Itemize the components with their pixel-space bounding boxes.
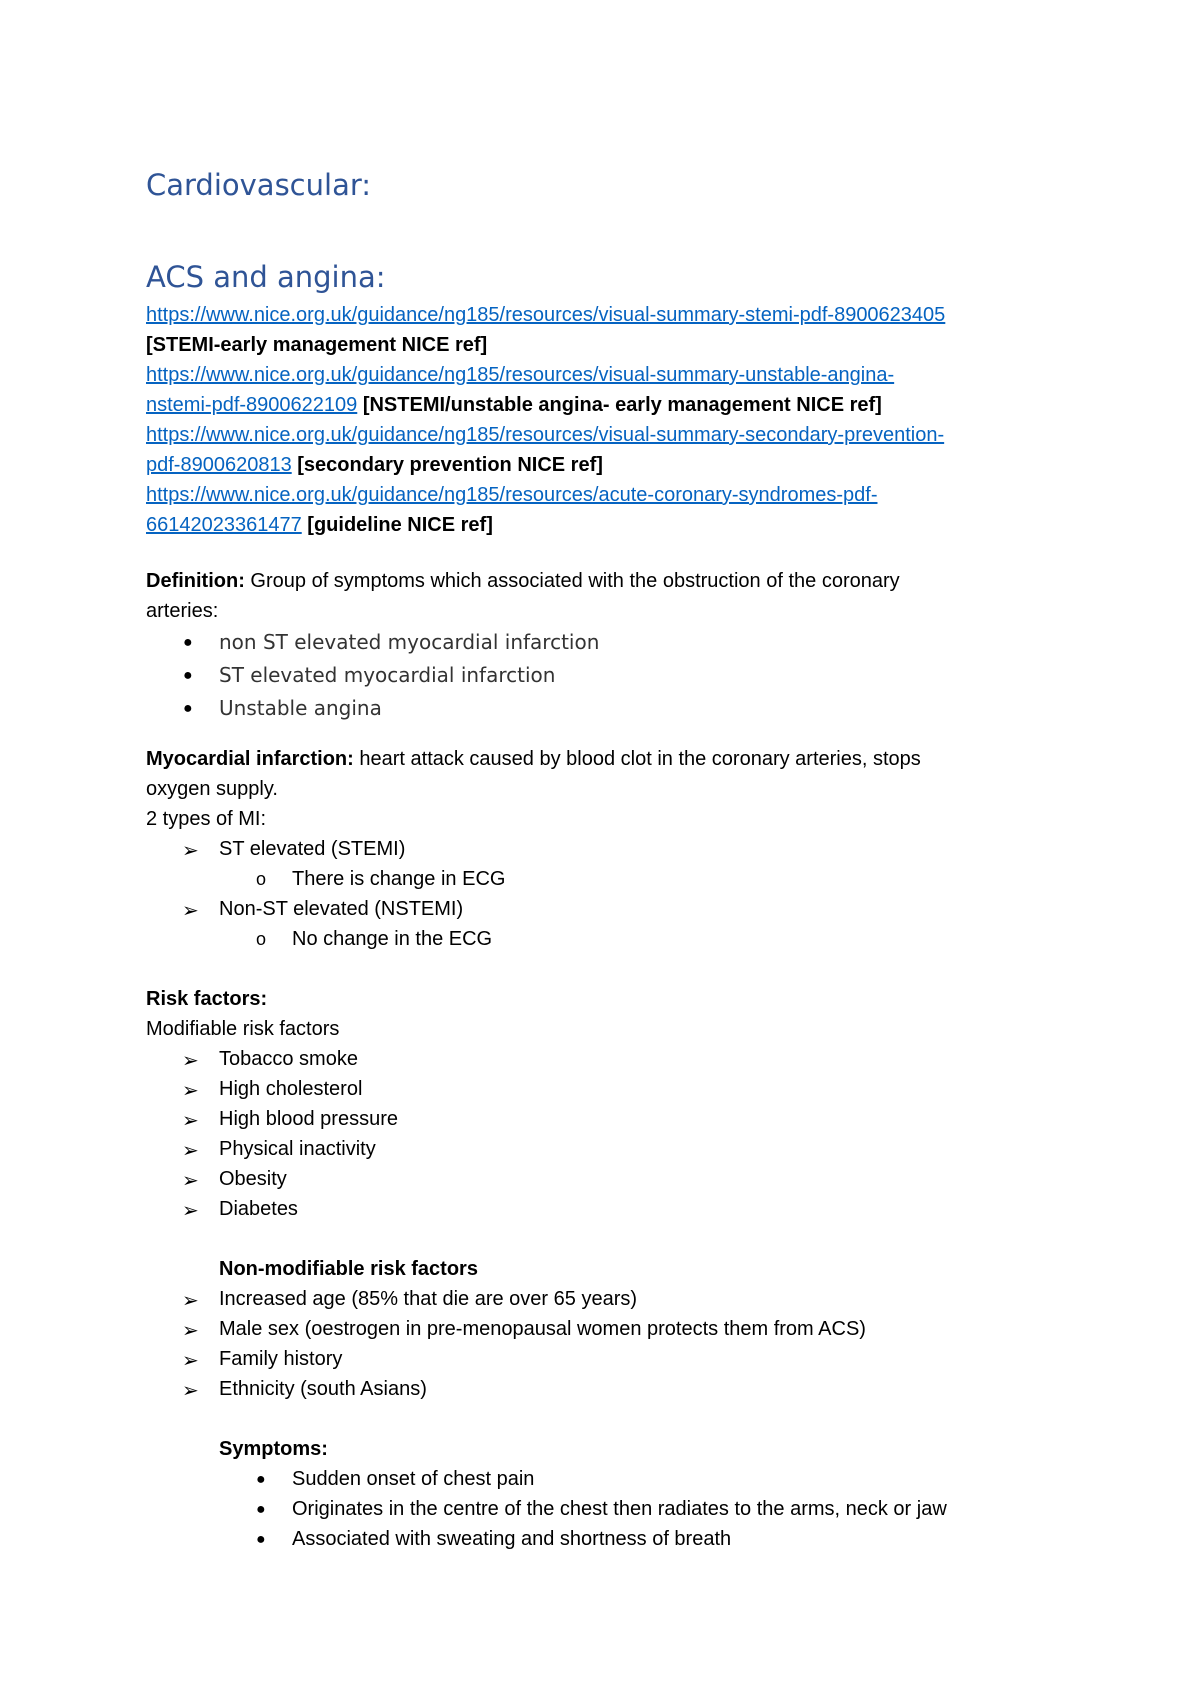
arrow-bullet-icon: ➢: [182, 1170, 199, 1192]
risk-title-text: Risk factors:: [146, 988, 268, 1010]
list-item: Increased age (85% that die are over 65 years): [219, 1288, 638, 1310]
list-item: Obesity: [219, 1168, 287, 1190]
arrow-bullet-icon: ➢: [182, 1290, 199, 1312]
list-item: There is change in ECG: [292, 868, 506, 890]
list-item: Unstable angina: [219, 696, 382, 720]
section-heading-acs-angina: ACS and angina:: [146, 260, 386, 294]
reference-item-secondary-prevention: [146, 420, 1086, 480]
definition-line2: arteries:: [146, 600, 219, 622]
arrow-bullet-icon: ➢: [182, 1350, 199, 1372]
modifiable-title: Modifiable risk factors: [146, 1018, 340, 1040]
list-item: Male sex (oestrogen in pre-menopausal women protects them from ACS): [219, 1318, 866, 1340]
circle-bullet-icon: o: [256, 929, 267, 949]
arrow-bullet-icon: ➢: [182, 1140, 199, 1162]
list-item: ST elevated myocardial infarction: [219, 663, 556, 687]
reference-link-secondary-line1[interactable]: https://www.nice.org.uk/guidance/ng185/resources/visual-summary-secondary-prevention-: [146, 424, 945, 446]
non-modifiable-title-text: Non-modifiable risk factors: [219, 1258, 478, 1280]
list-item: non ST elevated myocardial infarction: [219, 630, 600, 654]
definition-text: Group of symptoms which associated with the obstruction of the coronary: [244, 570, 900, 592]
arrow-bullet-icon: ➢: [182, 1110, 199, 1132]
reference-link-nstemi-line2[interactable]: nstemi-pdf-8900622109: [146, 394, 358, 416]
arrow-bullet-icon: ➢: [182, 900, 199, 922]
definition-label: Definition:: [146, 570, 245, 592]
bullet-icon: ●: [256, 1471, 266, 1488]
arrow-bullet-icon: ➢: [182, 1380, 199, 1402]
list-item: Ethnicity (south Asians): [219, 1378, 427, 1400]
symptoms-title: [219, 1438, 328, 1461]
reference-label-guideline: [guideline NICE ref]: [307, 514, 493, 536]
mi-text: heart attack caused by blood clot in the coronary arteries, stops: [353, 748, 921, 770]
list-item: Family history: [219, 1348, 343, 1370]
list-item: Associated with sweating and shortness of breath: [292, 1528, 732, 1550]
reference-label-secondary: [secondary prevention NICE ref]: [297, 454, 603, 476]
list-item: Sudden onset of chest pain: [292, 1468, 535, 1490]
mi-line2: oxygen supply.: [146, 778, 278, 800]
non-modifiable-title: [219, 1258, 478, 1281]
circle-bullet-icon: o: [256, 869, 267, 889]
reference-link-guideline-line2[interactable]: 66142023361477: [146, 514, 302, 536]
list-item: Diabetes: [219, 1198, 298, 1220]
arrow-bullet-icon: ➢: [182, 1200, 199, 1222]
mi-types-title: 2 types of MI:: [146, 808, 267, 830]
reference-item-guideline: [146, 480, 1086, 540]
reference-item-stemi: [146, 300, 1086, 360]
bullet-icon: ●: [256, 1531, 266, 1548]
mi-label: Myocardial infarction:: [146, 748, 354, 770]
reference-link-guideline-line1[interactable]: https://www.nice.org.uk/guidance/ng185/resources/acute-coronary-syndromes-pdf-: [146, 484, 878, 506]
arrow-bullet-icon: ➢: [182, 840, 199, 862]
definition-line1: [146, 570, 900, 593]
reference-item-nstemi: [146, 360, 1086, 420]
bullet-icon: ●: [183, 667, 193, 684]
symptoms-title-text: Symptoms:: [219, 1438, 328, 1460]
risk-title: [146, 988, 267, 1011]
list-item: Originates in the centre of the chest then radiates to the arms, neck or jaw: [292, 1498, 947, 1520]
arrow-bullet-icon: ➢: [182, 1320, 199, 1342]
section-heading-cardiovascular: Cardiovascular:: [146, 168, 372, 202]
reference-link-secondary-line2[interactable]: pdf-8900620813: [146, 454, 292, 476]
reference-label-stemi: [STEMI-early management NICE ref]: [146, 334, 488, 356]
arrow-bullet-icon: ➢: [182, 1080, 199, 1102]
bullet-icon: ●: [183, 700, 193, 717]
reference-link-stemi[interactable]: https://www.nice.org.uk/guidance/ng185/resources/visual-summary-stemi-pdf-8900623405: [146, 304, 946, 326]
list-item: High cholesterol: [219, 1078, 363, 1100]
reference-list: [146, 300, 1086, 540]
bullet-icon: ●: [256, 1501, 266, 1518]
list-item: Physical inactivity: [219, 1138, 376, 1160]
list-item: Non-ST elevated (NSTEMI): [219, 898, 464, 920]
arrow-bullet-icon: ➢: [182, 1050, 199, 1072]
reference-link-nstemi-line1[interactable]: https://www.nice.org.uk/guidance/ng185/resources/visual-summary-unstable-angina-: [146, 364, 895, 386]
list-item: No change in the ECG: [292, 928, 493, 950]
mi-line1: [146, 748, 921, 771]
list-item: Tobacco smoke: [219, 1048, 358, 1070]
list-item: ST elevated (STEMI): [219, 838, 406, 860]
reference-label-nstemi: [NSTEMI/unstable angina- early management NICE ref]: [362, 394, 882, 416]
list-item: High blood pressure: [219, 1108, 398, 1130]
bullet-icon: ●: [183, 634, 193, 651]
